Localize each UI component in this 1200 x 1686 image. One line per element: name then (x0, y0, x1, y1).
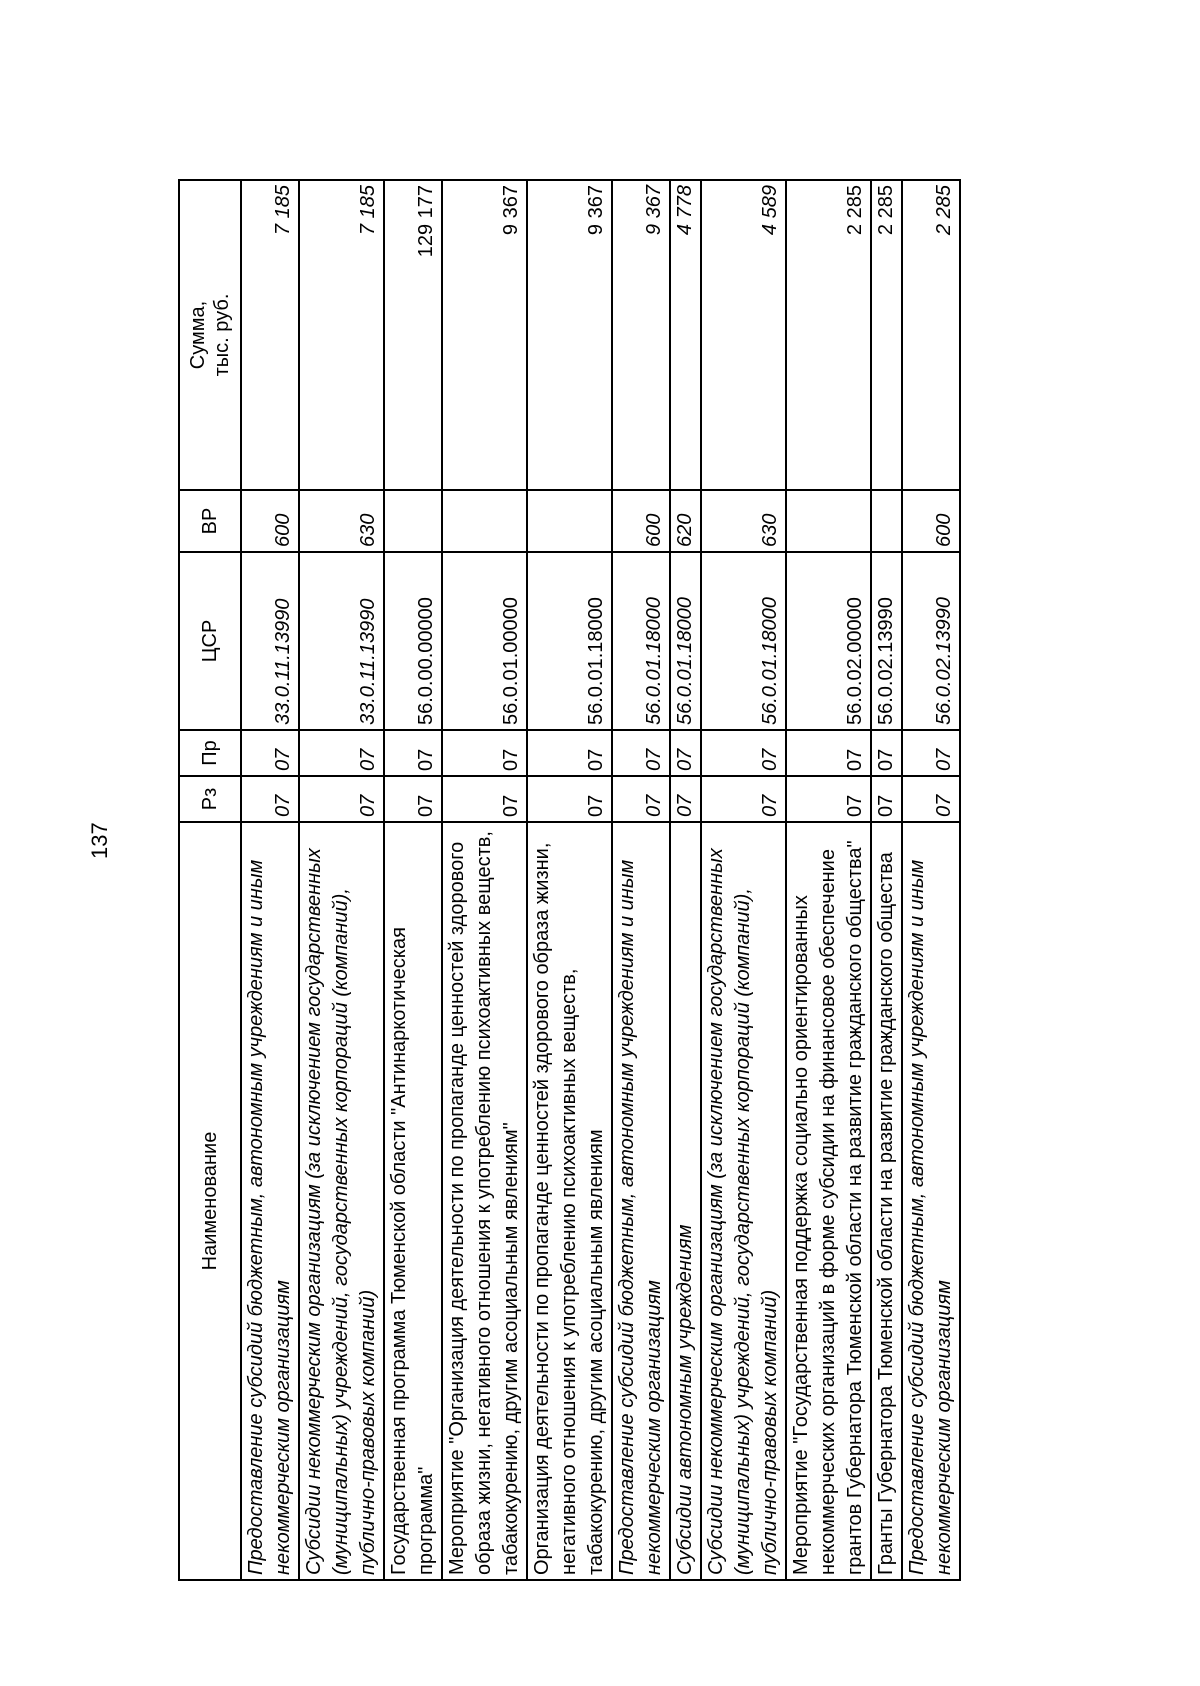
cell-pr: 07 (299, 730, 384, 776)
cell-sum: 4 589 (701, 180, 786, 490)
header-name: Наименование (179, 822, 241, 1580)
cell-rz: 07 (241, 776, 299, 822)
cell-sum: 9 367 (612, 180, 670, 490)
cell-pr: 07 (527, 730, 612, 776)
cell-vr: 600 (612, 490, 670, 552)
cell-name: Субсидии некоммерческим организациям (за исключением государственных (муниципальных) учреждений, государственных корпораций (компаний), публично-правовых компаний) (299, 822, 384, 1580)
cell-sum: 9 367 (442, 180, 527, 490)
table-row (670, 180, 701, 1580)
cell-name: Государственная программа Тюменской области "Антинаркотическая программа" (384, 822, 442, 1580)
cell-vr: 600 (902, 490, 960, 552)
cell-pr: 07 (612, 730, 670, 776)
cell-pr: 07 (670, 730, 701, 776)
budget-table-container (178, 181, 986, 1581)
cell-name: Мероприятие "Государственная поддержка социально ориентированных некоммерческих организаций в форме субсидии на финансовое обеспечение грантов Губернатора Тюменской области на развитие гражданского общества" (786, 822, 871, 1580)
cell-sum: 129 177 (384, 180, 442, 490)
table-row (384, 180, 442, 1580)
table-row (442, 180, 527, 1580)
cell-vr: 600 (241, 490, 299, 552)
cell-csr: 56.0.01.18000 (670, 552, 701, 730)
cell-vr (527, 490, 612, 552)
cell-name: Субсидии некоммерческим организациям (за исключением государственных (муниципальных) учреждений, государственных корпораций (компаний), публично-правовых компаний) (701, 822, 786, 1580)
cell-sum: 2 285 (786, 180, 871, 490)
cell-csr: 56.0.01.00000 (442, 552, 527, 730)
cell-rz: 07 (612, 776, 670, 822)
header-sum-line2: тыс. руб. (211, 293, 233, 377)
table-row (701, 180, 786, 1580)
cell-rz: 07 (670, 776, 701, 822)
cell-rz: 07 (384, 776, 442, 822)
cell-csr: 56.0.00.00000 (384, 552, 442, 730)
header-vr: ВР (179, 490, 241, 552)
cell-vr: 630 (701, 490, 786, 552)
cell-vr (384, 490, 442, 552)
cell-name: Предоставление субсидий бюджетным, автономным учреждениям и иным некоммерческим организациям (902, 822, 960, 1580)
cell-rz: 07 (442, 776, 527, 822)
cell-name: Мероприятие "Организация деятельности по пропаганде ценностей здорового образа жизни, негативного отношения к употреблению психоактивных веществ, табакокурению, другим асоциальным явлениям" (442, 822, 527, 1580)
cell-vr: 620 (670, 490, 701, 552)
cell-pr: 07 (442, 730, 527, 776)
cell-sum: 9 367 (527, 180, 612, 490)
header-row (179, 180, 241, 1580)
cell-rz: 07 (786, 776, 871, 822)
cell-name: Гранты Губернатора Тюменской области на развитие гражданского общества (871, 822, 902, 1580)
page-number: 137 (87, 822, 112, 859)
cell-pr: 07 (241, 730, 299, 776)
table-row (241, 180, 299, 1580)
cell-sum: 7 185 (241, 180, 299, 490)
table-row (902, 180, 960, 1580)
cell-vr (442, 490, 527, 552)
cell-csr: 56.0.02.00000 (786, 552, 871, 730)
header-csr: ЦСР (179, 552, 241, 730)
cell-name: Субсидии автономным учреждениям (670, 822, 701, 1580)
cell-csr: 56.0.02.13990 (902, 552, 960, 730)
table-row (299, 180, 384, 1580)
table-row (871, 180, 902, 1580)
budget-table (178, 179, 961, 1581)
table-body (241, 180, 960, 1580)
cell-csr: 56.0.01.18000 (527, 552, 612, 730)
header-sum (179, 180, 241, 490)
cell-csr: 56.0.01.18000 (612, 552, 670, 730)
cell-rz: 07 (902, 776, 960, 822)
cell-csr: 56.0.01.18000 (701, 552, 786, 730)
cell-csr: 33.0.11.13990 (241, 552, 299, 730)
cell-name: Предоставление субсидий бюджетным, автономным учреждениям и иным некоммерческим организациям (241, 822, 299, 1580)
cell-name: Предоставление субсидий бюджетным, автономным учреждениям и иным некоммерческим организациям (612, 822, 670, 1580)
cell-vr (871, 490, 902, 552)
table-row (786, 180, 871, 1580)
cell-pr: 07 (786, 730, 871, 776)
cell-rz: 07 (527, 776, 612, 822)
cell-pr: 07 (902, 730, 960, 776)
cell-vr: 630 (299, 490, 384, 552)
table-row (612, 180, 670, 1580)
cell-pr: 07 (384, 730, 442, 776)
cell-rz: 07 (299, 776, 384, 822)
cell-pr: 07 (701, 730, 786, 776)
cell-sum: 2 285 (902, 180, 960, 490)
cell-sum: 2 285 (871, 180, 902, 490)
header-sum-line1: Сумма, (187, 300, 209, 370)
cell-sum: 4 778 (670, 180, 701, 490)
cell-csr: 33.0.11.13990 (299, 552, 384, 730)
cell-vr (786, 490, 871, 552)
cell-rz: 07 (871, 776, 902, 822)
cell-rz: 07 (701, 776, 786, 822)
cell-name: Организация деятельности по пропаганде ценностей здорового образа жизни, негативного отношения к употреблению психоактивных веществ, табакокурению, другим асоциальным явлениям (527, 822, 612, 1580)
cell-pr: 07 (871, 730, 902, 776)
table-row (527, 180, 612, 1580)
header-pr: Пр (179, 730, 241, 776)
header-rz: Рз (179, 776, 241, 822)
cell-csr: 56.0.02.13990 (871, 552, 902, 730)
cell-sum: 7 185 (299, 180, 384, 490)
